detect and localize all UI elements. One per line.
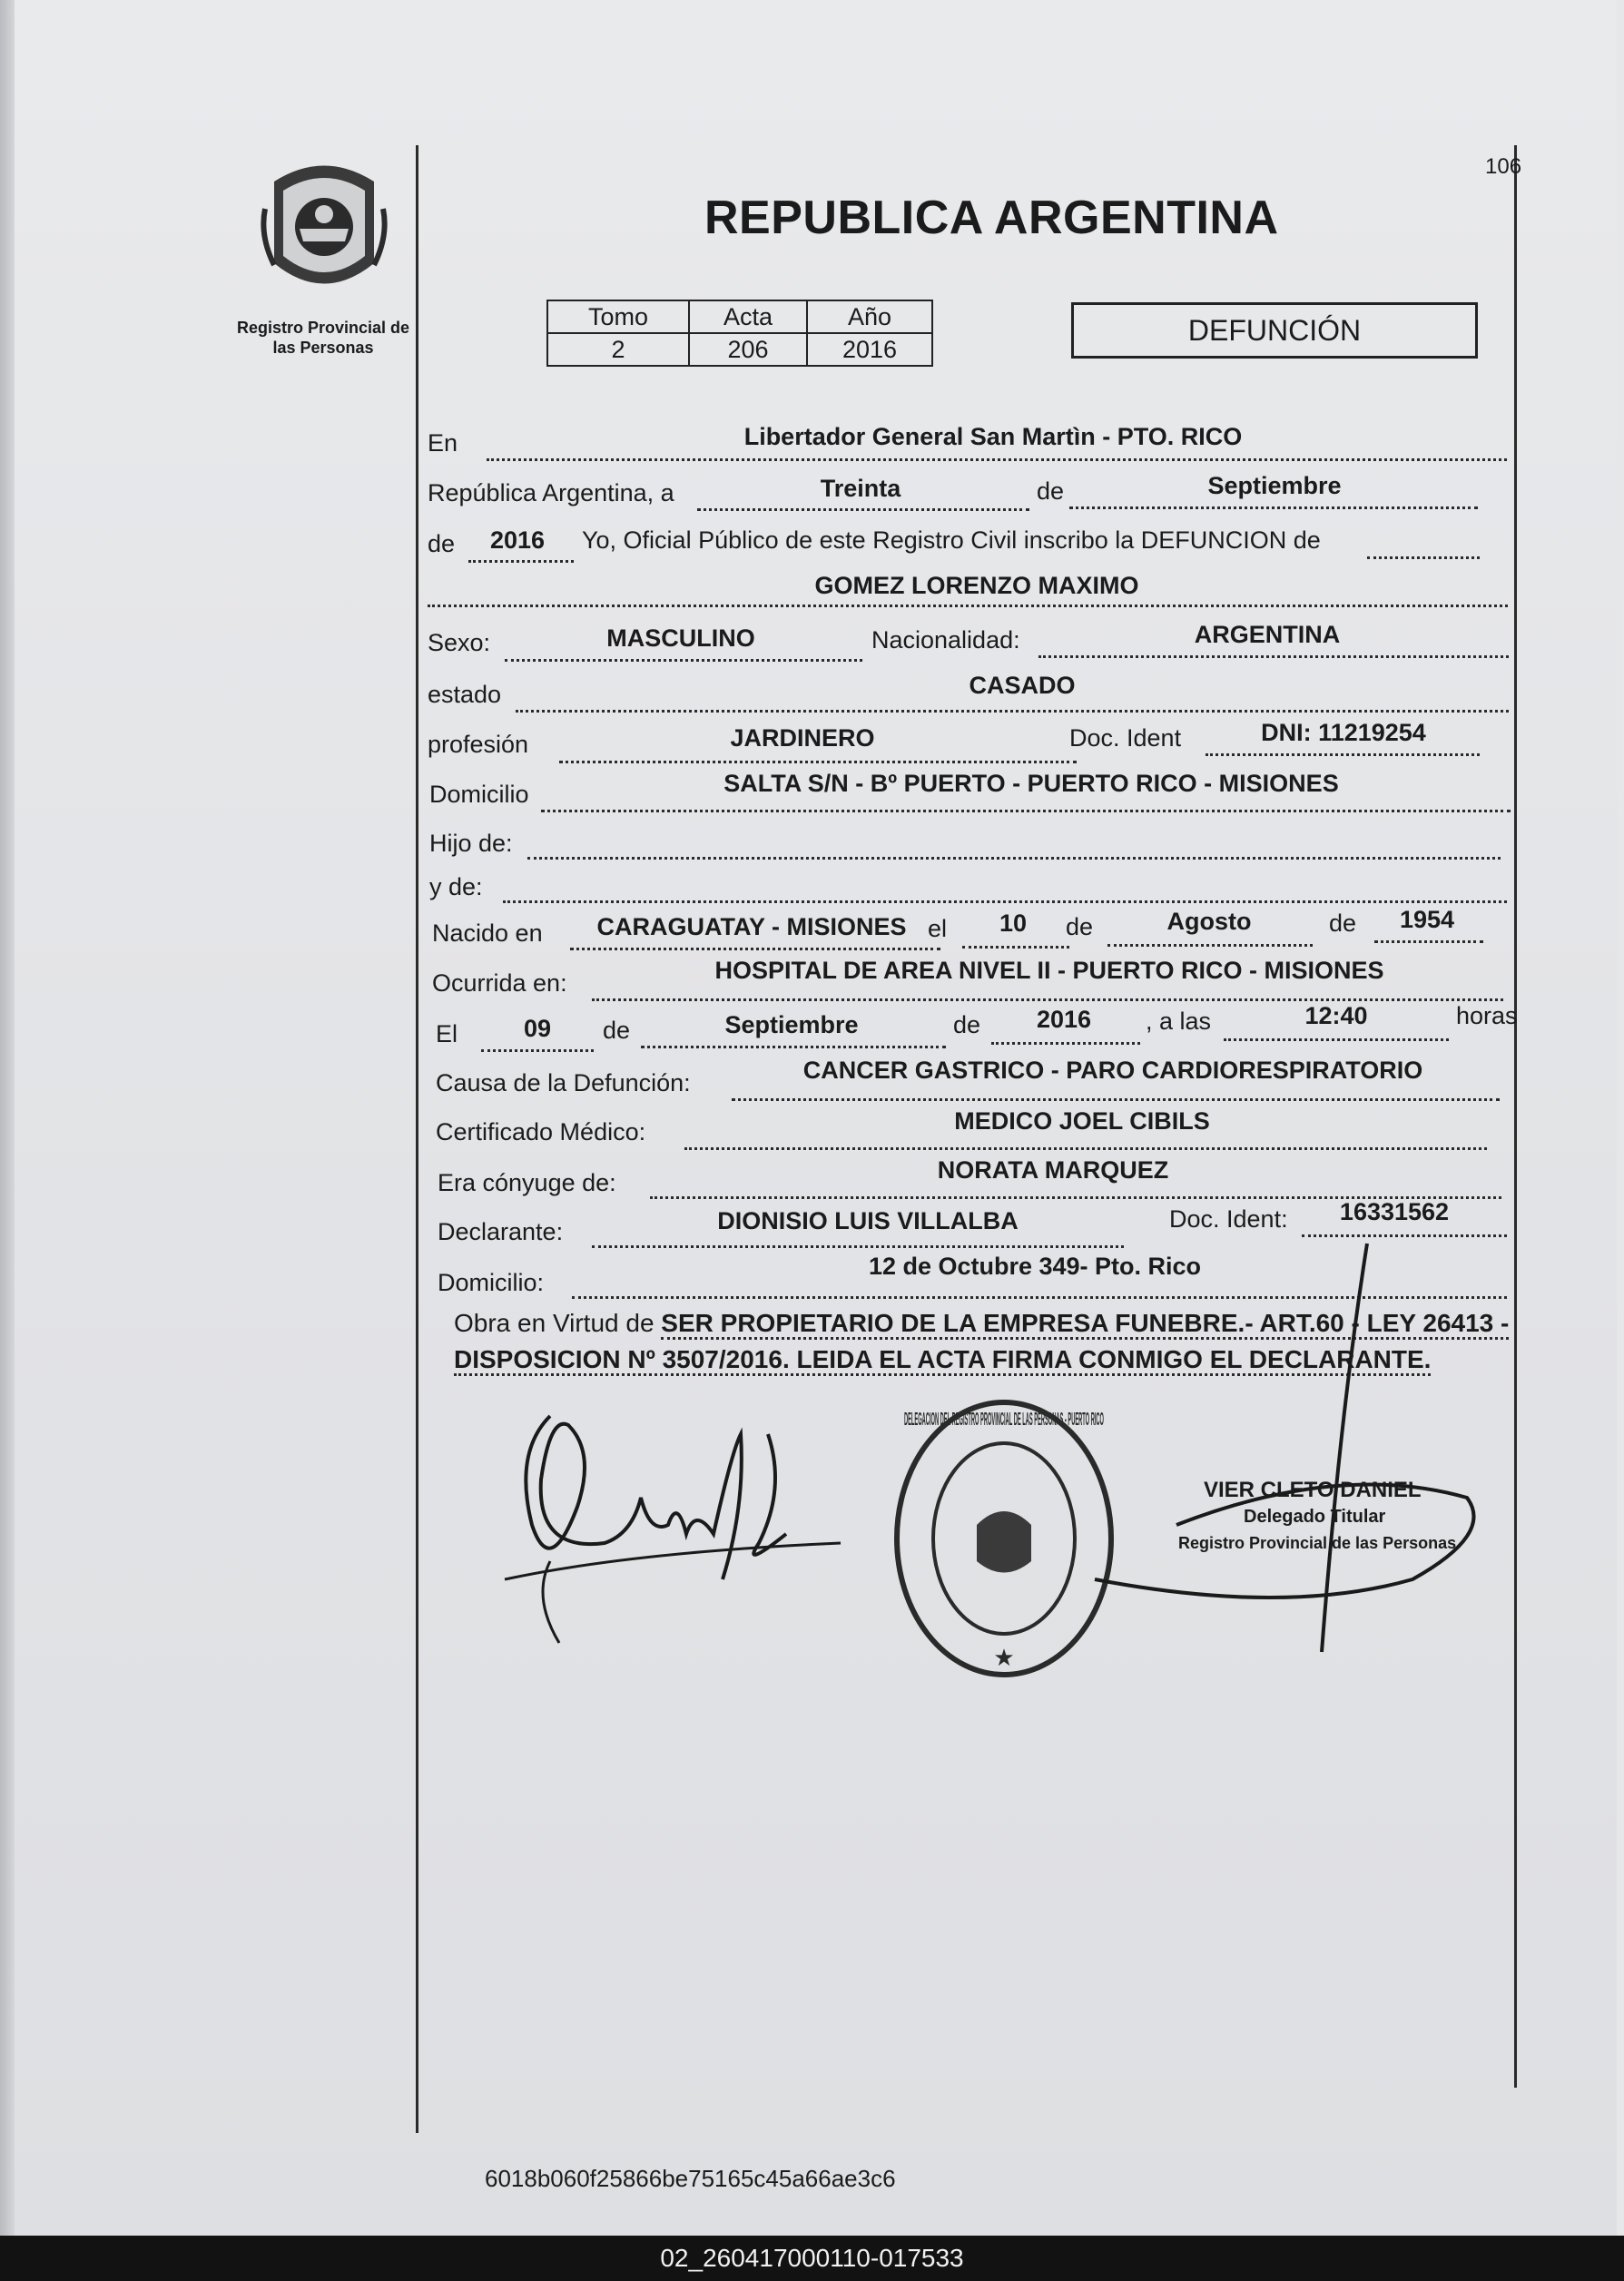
value-declarante-doc: 16331562 (1339, 1198, 1450, 1225)
value-domicilio: SALTA S/N - Bº PUERTO - PUERTO RICO - MISIONES (723, 770, 1339, 797)
seal-text: DELEGACION DEL REGISTRO PROVINCIAL DE LAS PERSONAS - PUERTO RICO (904, 1410, 1104, 1430)
value-def-anio: 2016 (1036, 1006, 1092, 1033)
acta-table (546, 300, 933, 367)
dots-def-dia (481, 1049, 594, 1052)
value-obra: SER PROPIETARIO DE LA EMPRESA FUNEBRE.- ART.60 - LEY 26413 - DISPOSICION Nº 3507/2016. LEIDA EL ACTA FIRMA CONMIGO EL DECLARANTE. (454, 1309, 1509, 1376)
label-de-n1: de (1066, 913, 1094, 940)
dots-nombre (428, 605, 1508, 607)
label-republica: República Argentina, a (428, 479, 674, 506)
label-declarante: Declarante: (438, 1218, 564, 1245)
label-nacido-en: Nacido en (432, 919, 543, 947)
label-causa: Causa de la Defunción: (436, 1069, 691, 1096)
label-conyuge: Era cónyuge de: (438, 1169, 616, 1196)
value-nombre: GOMEZ LORENZO MAXIMO (814, 572, 1139, 599)
dots-causa (732, 1098, 1500, 1101)
dots-anio (468, 560, 574, 563)
declarant-signature (496, 1398, 859, 1661)
label-doc-ident2: Doc. Ident: (1169, 1205, 1288, 1233)
label-el-cap: El (436, 1020, 458, 1047)
dots-y-de (503, 900, 1507, 903)
label-domicilio: Domicilio (429, 781, 529, 808)
registro-provincial-label: Registro Provincial de las Personas (236, 319, 410, 357)
label-en: En (428, 429, 458, 457)
value-causa: CANCER GASTRICO - PARO CARDIORESPIRATORIO (802, 1057, 1423, 1084)
scan-id-bar (0, 2236, 1624, 2281)
dots-hora (1224, 1038, 1449, 1041)
acta-value-anio: 2016 (807, 333, 932, 366)
dots-profesion (559, 761, 1077, 763)
value-certificado: MEDICO JOEL CIBILS (954, 1107, 1210, 1135)
dots-domicilio (541, 810, 1511, 812)
value-lugar: Libertador General San Martìn - PTO. RICO (743, 423, 1243, 450)
value-nac-mes: Agosto (1166, 908, 1252, 935)
label-doc-ident: Doc. Ident (1069, 724, 1182, 752)
dots-yo-end (1367, 556, 1480, 559)
page-title: REPUBLICA ARGENTINA (704, 192, 1279, 244)
officer-stamp-line3: Registro Provincial de las Personas (1178, 1534, 1457, 1552)
value-estado: CASADO (969, 672, 1076, 699)
dots-dia (697, 508, 1029, 511)
value-conyuge: NORATA MARQUEZ (937, 1156, 1169, 1184)
acta-header-acta: Acta (689, 300, 807, 333)
value-mes: Septiembre (1207, 472, 1342, 499)
value-def-dia: 09 (523, 1015, 552, 1042)
dots-sexo (505, 659, 862, 662)
dots-ocurrida-en (592, 998, 1503, 1001)
label-yo: Yo, Oficial Público de este Registro Civil inscribo la DEFUNCION de (582, 526, 1321, 554)
document-hash: 6018b060f25866be75165c45a66ae3c6 (485, 2165, 896, 2192)
acta-header-anio: Año (807, 300, 932, 333)
officer-stamp-line1: VIER CLETO DANIEL (1204, 1478, 1422, 1502)
dots-mes (1069, 506, 1478, 509)
value-sexo: MASCULINO (606, 624, 755, 652)
value-declarante: DIONISIO LUIS VILLALBA (717, 1207, 1019, 1234)
value-def-mes: Septiembre (724, 1011, 859, 1038)
value-nacido-en: CARAGUATAY - MISIONES (596, 913, 907, 940)
value-dia: Treinta (820, 475, 901, 502)
label-certificado: Certificado Médico: (436, 1118, 646, 1145)
dots-nac-mes (1107, 944, 1313, 947)
scan-id: 02_260417000110-017533 (660, 2244, 964, 2272)
dots-estado (516, 710, 1509, 713)
page-left-edge (0, 0, 15, 2236)
defuncion-box: DEFUNCIÓN (1071, 302, 1478, 359)
value-ocurrida-en: HOSPITAL DE AREA NIVEL II - PUERTO RICO - MISIONES (714, 957, 1384, 984)
label-hijo-de: Hijo de: (429, 830, 513, 857)
acta-value-acta: 206 (689, 333, 807, 366)
officer-signature (1068, 1234, 1503, 1670)
label-domicilio2: Domicilio: (438, 1269, 545, 1296)
dots-declarante (592, 1245, 1124, 1248)
label-ocurrida-en: Ocurrida en: (432, 969, 567, 997)
label-de-o2: de (953, 1011, 981, 1038)
label-y-de: y de: (429, 873, 483, 900)
dots-nac-dia (962, 946, 1069, 949)
dots-doc (1206, 753, 1480, 756)
label-el: el (928, 915, 948, 942)
acta-header-tomo: Tomo (547, 300, 689, 333)
dots-nacionalidad (1038, 655, 1509, 658)
document-page (15, 0, 1617, 2236)
svg-text:★: ★ (993, 1644, 1015, 1671)
right-margin-line (1514, 145, 1517, 2088)
label-a-las: , a las (1146, 1008, 1212, 1035)
misiones-seal-icon (256, 154, 392, 300)
dots-nacido-en (570, 948, 940, 950)
officer-stamp-line2: Delegado Titular (1244, 1507, 1386, 1527)
label-obra-en: Obra en Virtud de (454, 1309, 655, 1337)
acta-value-tomo: 2 (547, 333, 689, 366)
label-de-n2: de (1329, 909, 1357, 937)
dots-def-anio (991, 1042, 1140, 1045)
value-nacionalidad: ARGENTINA (1194, 621, 1341, 648)
label-profesion: profesión (428, 731, 529, 758)
dots-nac-anio (1374, 940, 1483, 943)
value-domicilio2: 12 de Octubre 349- Pto. Rico (868, 1253, 1202, 1280)
value-nac-anio: 1954 (1399, 906, 1455, 933)
label-de2: de (428, 530, 456, 557)
label-estado: estado (428, 681, 502, 708)
dots-def-mes (641, 1046, 946, 1048)
label-de-o1: de (603, 1017, 631, 1044)
value-hora: 12:40 (1304, 1002, 1368, 1029)
value-anio: 2016 (489, 526, 546, 554)
value-profesion: JARDINERO (730, 724, 875, 752)
page-number: 106 (1485, 154, 1522, 179)
dots-hijo-de (527, 857, 1501, 860)
label-sexo: Sexo: (428, 629, 491, 656)
dots-certificado (684, 1147, 1487, 1150)
label-de1: de (1037, 477, 1065, 505)
label-nacionalidad: Nacionalidad: (871, 626, 1020, 654)
value-doc: DNI: 11219254 (1261, 719, 1426, 746)
dots-lugar (487, 458, 1507, 461)
left-margin-line (416, 145, 418, 2133)
label-horas: horas (1456, 1002, 1518, 1029)
value-nac-dia: 10 (999, 909, 1028, 937)
